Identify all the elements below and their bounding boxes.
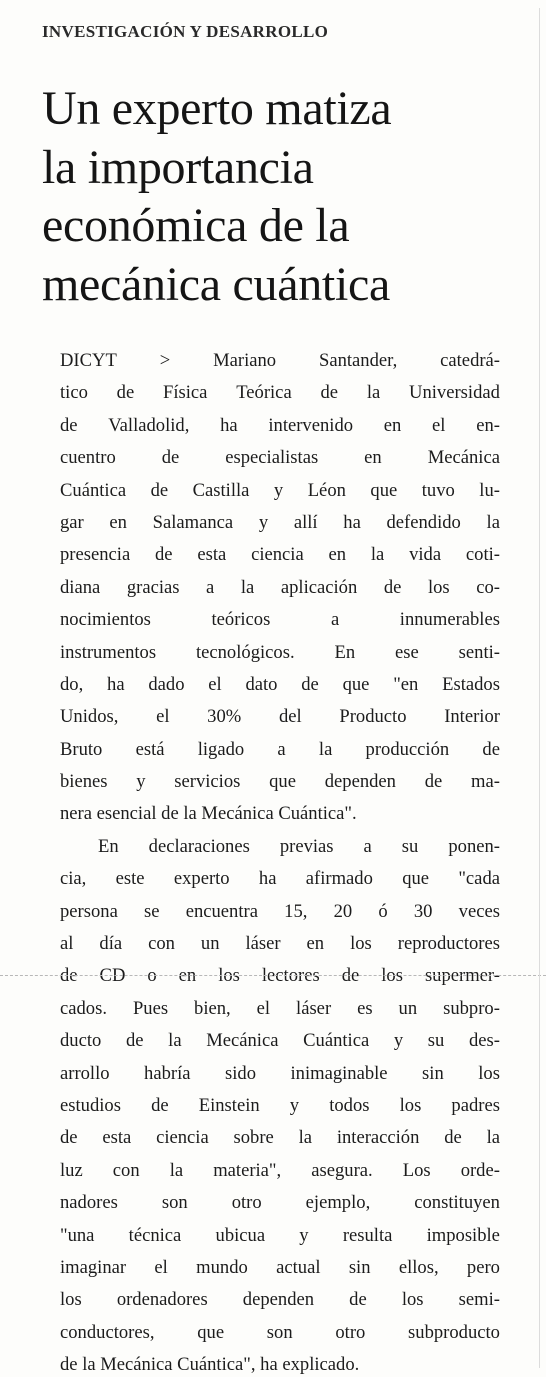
section-label: INVESTIGACIÓN Y DESARROLLO: [42, 22, 329, 41]
word: ma-: [471, 771, 500, 793]
word: Universidad: [409, 382, 500, 404]
word: Salamanca: [152, 511, 234, 533]
word: coti-: [465, 544, 500, 566]
clipping-edge: [539, 8, 540, 1368]
word: día: [99, 933, 123, 955]
word: tuvo: [421, 479, 455, 501]
word: reproductores: [397, 933, 500, 955]
word: dato: [245, 673, 278, 695]
body-line: [60, 896, 500, 928]
body-line: [60, 928, 500, 960]
word: que: [197, 1321, 225, 1343]
word: Mecánica: [206, 1030, 279, 1052]
word: ligado: [197, 738, 245, 760]
headline-line: económica de la: [42, 199, 350, 252]
body-line: [60, 539, 500, 571]
word: son: [266, 1321, 293, 1343]
word: ubicua: [215, 1224, 266, 1246]
body-line: [60, 507, 500, 539]
word: de: [116, 382, 135, 404]
word: Física: [163, 382, 208, 404]
article-body: [60, 345, 500, 1382]
word: actual: [276, 1256, 321, 1278]
body-line: [60, 345, 500, 377]
word: la: [486, 511, 500, 533]
word: técnica: [128, 1224, 182, 1246]
word: CD: [99, 965, 126, 987]
word: mundo: [196, 1256, 248, 1278]
body-line: de la Mecánica Cuántica", ha explicado.: [60, 1354, 360, 1376]
word: "una: [60, 1224, 95, 1246]
word: producción: [365, 738, 450, 760]
word: de: [424, 771, 443, 793]
headline-line: Un experto matiza: [42, 82, 392, 135]
word: subproducto: [408, 1321, 500, 1343]
word: el: [432, 414, 446, 436]
word: Santander,: [318, 350, 398, 371]
word: láser: [245, 933, 281, 955]
word: asegura.: [311, 1159, 373, 1181]
word: Léon: [307, 479, 346, 501]
word: interacción: [336, 1127, 420, 1149]
body-line: [60, 734, 500, 766]
word: do,: [60, 673, 84, 695]
body-line: [60, 1252, 500, 1284]
word: constituyen: [414, 1192, 500, 1214]
word: pero: [466, 1256, 500, 1278]
word: tico: [60, 382, 88, 404]
word: en-: [476, 414, 500, 436]
word: sobre: [233, 1127, 274, 1149]
word: co-: [476, 576, 500, 598]
word: la: [486, 1127, 500, 1149]
word: Producto: [339, 706, 407, 728]
word: y: [258, 511, 269, 533]
word: diana: [60, 576, 101, 598]
word: conductores,: [60, 1321, 155, 1343]
word: sin: [348, 1256, 371, 1278]
word: ha: [220, 414, 238, 436]
word: nadores: [60, 1192, 118, 1214]
word: persona: [60, 900, 118, 922]
word: senti-: [458, 641, 500, 663]
word: de: [341, 965, 360, 987]
word: Mecánica: [427, 447, 500, 469]
word: gar: [60, 511, 84, 533]
word: la: [318, 738, 333, 760]
word: otro: [335, 1321, 366, 1343]
word: los: [399, 1094, 422, 1116]
headline-line: mecánica cuántica: [42, 257, 390, 311]
word: con: [112, 1159, 140, 1181]
word: el: [154, 1256, 168, 1278]
body-line: [60, 410, 500, 442]
word: sin: [422, 1062, 444, 1084]
word: ordenadores: [116, 1289, 208, 1311]
word: arrollo: [60, 1062, 110, 1084]
word: servicios: [174, 771, 241, 793]
word: con: [148, 933, 175, 955]
word: semi-: [458, 1289, 500, 1311]
word: en: [306, 933, 325, 955]
word: del: [278, 706, 302, 728]
word: ó: [378, 900, 388, 922]
word: resulta: [342, 1224, 393, 1246]
word: y: [289, 1094, 300, 1116]
word: al: [60, 933, 74, 955]
word: los: [60, 1289, 82, 1311]
body-line: [60, 701, 500, 733]
word: ese: [395, 641, 419, 663]
body-line: [60, 1220, 500, 1252]
word: "en: [393, 673, 419, 695]
word: experto: [173, 868, 230, 890]
word: y: [393, 1030, 404, 1052]
word: DICYT: [60, 350, 117, 371]
word: previas: [279, 835, 334, 857]
word: de: [60, 414, 78, 436]
word: imaginar: [60, 1256, 127, 1278]
word: ellos,: [398, 1256, 439, 1278]
word: Valladolid,: [108, 414, 190, 436]
word: el: [208, 673, 222, 695]
word: especialistas: [225, 447, 319, 469]
body-line: [60, 993, 500, 1025]
body-line: [60, 475, 500, 507]
word: ha: [107, 673, 125, 695]
word: los: [427, 576, 450, 598]
body-line: [60, 1025, 500, 1057]
word: un: [398, 997, 418, 1019]
word: de: [444, 1127, 462, 1149]
word: el: [256, 997, 271, 1019]
word: Los: [402, 1159, 431, 1181]
body-line: [60, 960, 500, 992]
word: otro: [231, 1192, 262, 1214]
body-line: [60, 572, 500, 604]
word: que: [402, 868, 430, 890]
word: en: [383, 414, 402, 436]
word: habría: [144, 1062, 191, 1084]
fold-crease: [0, 975, 546, 976]
word: a: [363, 835, 372, 857]
word: allí: [293, 511, 318, 533]
word: teóricos: [211, 609, 271, 631]
word: 20: [333, 900, 353, 922]
word: sido: [225, 1062, 256, 1084]
word: encuentra: [185, 900, 258, 922]
body-line: [60, 1284, 500, 1316]
word: ponen-: [448, 835, 500, 857]
word: instrumentos: [60, 641, 157, 663]
word: la: [298, 1127, 313, 1149]
word: en: [328, 544, 347, 566]
body-line: [60, 863, 500, 895]
body-line: [60, 1155, 500, 1187]
word: estudios: [60, 1094, 121, 1116]
word: veces: [458, 900, 500, 922]
word: cia,: [60, 868, 87, 890]
word: Einstein: [198, 1094, 260, 1116]
word: materia",: [213, 1159, 282, 1181]
word: este: [115, 868, 145, 890]
word: Mariano: [213, 350, 277, 371]
word: afirmado: [305, 868, 373, 890]
word: el: [156, 706, 170, 728]
word: de: [482, 738, 500, 760]
word: esta: [197, 544, 227, 566]
word: ducto: [60, 1030, 102, 1052]
body-line: [60, 1317, 500, 1349]
word: orde-: [460, 1159, 500, 1181]
word: imposible: [426, 1224, 500, 1246]
word: a: [206, 576, 215, 598]
word: esta: [102, 1127, 132, 1149]
word: presencia: [60, 544, 131, 566]
word: Castilla: [192, 479, 250, 501]
word: a: [330, 609, 340, 631]
word: su: [401, 835, 419, 857]
word: su: [427, 1030, 445, 1052]
word: luz: [60, 1159, 83, 1181]
word: los: [381, 965, 403, 987]
word: vida: [409, 544, 442, 566]
word: Cuántica: [60, 479, 127, 501]
word: que: [342, 673, 370, 695]
word: Interior: [444, 706, 500, 728]
word: y: [136, 771, 146, 793]
body-line: [60, 1122, 500, 1154]
word: de: [301, 673, 319, 695]
word: gracias: [126, 576, 180, 598]
word: de: [125, 1030, 144, 1052]
word: Cuántica: [303, 1030, 370, 1052]
body-line: nera esencial de la Mecánica Cuántica".: [60, 803, 357, 825]
word: 30: [413, 900, 433, 922]
word: los: [478, 1062, 500, 1084]
word: dependen: [242, 1289, 315, 1311]
word: cados.: [60, 997, 107, 1019]
word: defendido: [386, 511, 461, 533]
word: la: [366, 382, 381, 404]
word: En: [98, 835, 119, 857]
body-line: [60, 604, 500, 636]
word: y: [299, 1224, 309, 1246]
word: y: [273, 479, 284, 501]
word: en: [109, 511, 127, 533]
word: Bruto: [60, 738, 103, 760]
word: aplicación: [280, 576, 358, 598]
body-line: [60, 831, 500, 863]
headline: [42, 80, 512, 314]
word: declaraciones: [148, 835, 250, 857]
body-line: [60, 1058, 500, 1090]
word: los: [218, 965, 240, 987]
body-line: [60, 442, 500, 474]
word: es: [357, 997, 373, 1019]
word: 15,: [284, 900, 308, 922]
word: de: [383, 576, 402, 598]
word: láser: [296, 997, 332, 1019]
body-line: [60, 637, 500, 669]
word: subpro-: [443, 997, 500, 1019]
word: bien,: [194, 997, 231, 1019]
word: son: [161, 1192, 188, 1214]
word: cuentro: [60, 447, 116, 469]
word: ha: [258, 868, 277, 890]
word: o: [147, 965, 157, 987]
word: ciencia: [156, 1127, 209, 1149]
word: Pues: [132, 997, 169, 1019]
word: Estados: [442, 673, 500, 695]
word: los: [350, 933, 372, 955]
word: >: [159, 350, 171, 371]
word: que: [269, 771, 296, 793]
word: supermer-: [424, 965, 500, 987]
word: un: [200, 933, 220, 955]
word: de: [151, 1094, 169, 1116]
body-line: [60, 377, 500, 409]
word: de: [150, 479, 169, 501]
word: dado: [148, 673, 185, 695]
word: se: [144, 900, 160, 922]
word: lectores: [261, 965, 320, 987]
word: ejemplo,: [305, 1192, 371, 1214]
word: innumerables: [399, 609, 500, 631]
body-line: [60, 1090, 500, 1122]
word: En: [334, 641, 356, 663]
word: la: [169, 1159, 184, 1181]
word: los: [401, 1289, 424, 1311]
word: de: [155, 544, 173, 566]
word: des-: [468, 1030, 500, 1052]
word: todos: [329, 1094, 370, 1116]
word: en: [178, 965, 197, 987]
word: en: [364, 447, 382, 469]
word: a: [277, 738, 286, 760]
word: Unidos,: [60, 706, 119, 728]
word: de: [60, 1127, 78, 1149]
word: la: [168, 1030, 182, 1052]
word: dependen: [324, 771, 396, 793]
body-line: [60, 1187, 500, 1219]
body-line: [60, 669, 500, 701]
word: la: [370, 544, 385, 566]
word: intervenido: [268, 414, 354, 436]
body-line: [60, 766, 500, 798]
word: 30%: [207, 706, 242, 728]
word: de: [60, 965, 78, 987]
word: "cada: [458, 868, 500, 890]
word: inimaginable: [290, 1062, 388, 1084]
word: nocimientos: [60, 609, 151, 631]
word: Teórica: [236, 382, 292, 404]
word: de: [349, 1289, 367, 1311]
word: ciencia: [251, 544, 304, 566]
word: está: [135, 738, 165, 760]
word: bienes: [60, 771, 108, 793]
word: de: [320, 382, 339, 404]
word: la: [240, 576, 255, 598]
word: catedrá-: [440, 350, 500, 371]
word: ha: [343, 511, 361, 533]
word: tecnológicos.: [195, 641, 295, 663]
word: lu-: [479, 479, 500, 501]
headline-line: la importancia: [42, 140, 314, 194]
word: que: [370, 479, 398, 501]
word: de: [161, 447, 180, 469]
word: padres: [451, 1094, 500, 1116]
